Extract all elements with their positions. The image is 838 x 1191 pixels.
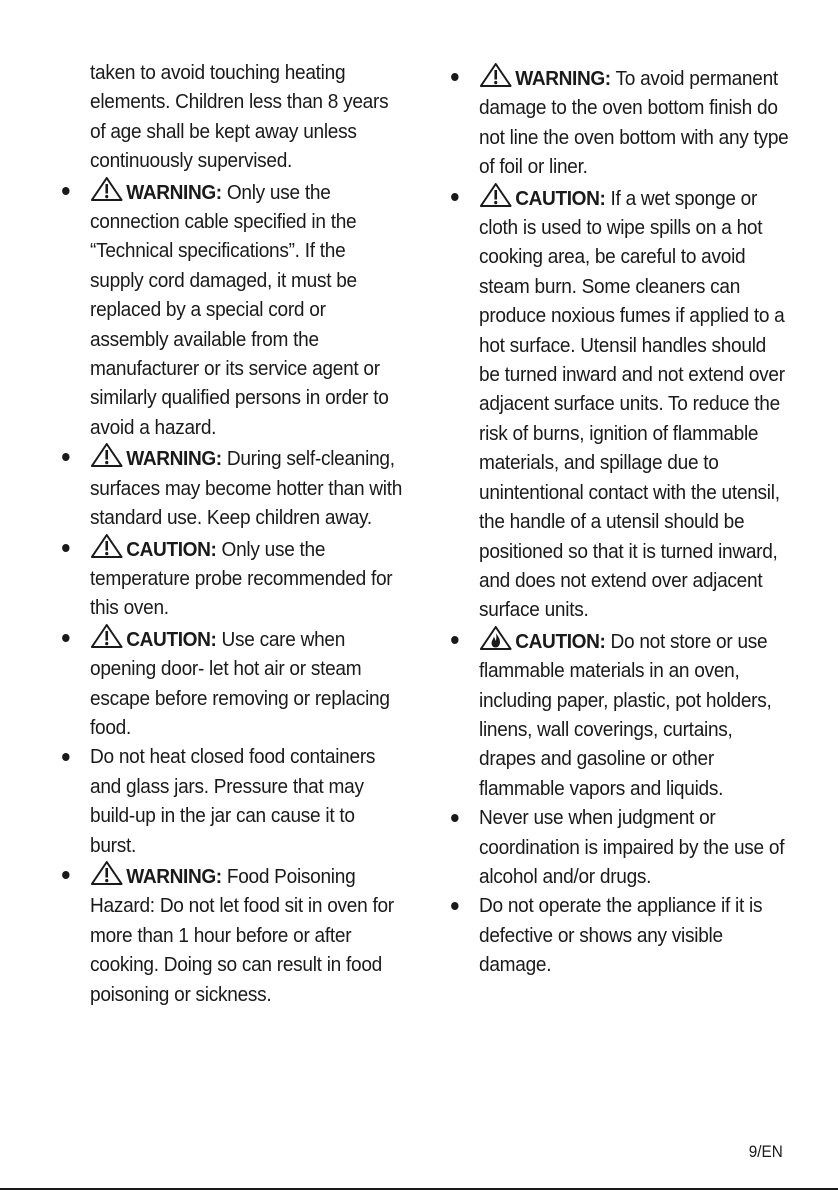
bullet-item bbox=[479, 625, 790, 803]
bullet-item bbox=[90, 533, 403, 623]
notice-label: WARNING: bbox=[515, 67, 611, 90]
warning-triangle-icon bbox=[90, 176, 123, 202]
notice-label: CAUTION: bbox=[126, 537, 217, 561]
warning-triangle-icon bbox=[90, 860, 123, 886]
notice-label: WARNING: bbox=[126, 180, 222, 204]
paragraph bbox=[90, 58, 403, 176]
bullet-item bbox=[479, 62, 790, 182]
notice-text: During self-cleaning, surfaces may become hotter than with standard use. Keep children away. bbox=[90, 447, 403, 530]
bullet-item bbox=[90, 442, 403, 532]
warning-triangle-icon bbox=[90, 442, 123, 468]
bullet-item bbox=[479, 803, 790, 891]
notice-text: Do not heat closed food containers and glass jars. Pressure that may build-up in the jar can cause it to burst. bbox=[90, 745, 376, 857]
notice-text: Use care when opening door- let hot air or steam escape before removing or replacing food. bbox=[90, 627, 390, 739]
bullet-item bbox=[479, 182, 790, 625]
warning-triangle-icon bbox=[479, 182, 512, 208]
warning-triangle-icon bbox=[90, 533, 123, 559]
fire-warning-triangle-icon bbox=[479, 625, 512, 651]
bullet-item bbox=[90, 623, 403, 743]
bottom-rule bbox=[0, 1188, 838, 1190]
notice-text: Do not store or use flammable materials in an oven, including paper, plastic, pot holders, linens, wall coverings, curtains, drapes and gasoline or other flammable vapors and liquids. bbox=[479, 629, 772, 800]
notice-text: Food Poisoning Hazard: Do not let food sit in oven for more than 1 hour before or after cooking. Doing so can result in food poisoning or sickness. bbox=[90, 864, 394, 1006]
notice-label: CAUTION: bbox=[126, 627, 217, 651]
notice-text: If a wet sponge or cloth is used to wipe spills on a hot cooking area, be careful to avoid steam burn. Some cleaners can produce noxious fumes if applied to a hot surface. Utensil handles should be turned inward and not extend over adjacent surface units. To reduce the risk of burns, ignition of flammable materials, and spillage due to unintentional contact with the utensil, the handle of a utensil should be positioned so that it is turned inward, and does not extend over adjacent surface units. bbox=[479, 186, 785, 622]
left-column bbox=[90, 58, 402, 1009]
bullet-item bbox=[479, 891, 790, 979]
notice-label: CAUTION: bbox=[515, 629, 606, 653]
warning-triangle-icon bbox=[479, 62, 512, 88]
notice-text: Only use the connection cable specified in the “Technical specifications”. If the supply cord damaged, it must be replaced by a special cord or assembly available from the manufacturer or its service agent or similarly qualified persons in order to avoid a hazard. bbox=[90, 180, 389, 439]
notice-label: WARNING: bbox=[126, 864, 222, 888]
notice-text: Never use when judgment or coordination is impaired by the use of alcohol and/or drugs. bbox=[479, 806, 785, 888]
notice-text: Only use the temperature probe recommended for this oven. bbox=[90, 537, 393, 620]
right-column bbox=[479, 62, 789, 980]
bullet-item bbox=[90, 860, 403, 1009]
bullet-item bbox=[90, 176, 403, 443]
page-number: 9/EN bbox=[748, 1142, 783, 1161]
bullet-item bbox=[90, 742, 403, 860]
notice-text: To avoid permanent damage to the oven bottom finish do not line the oven bottom with any type of foil or liner. bbox=[479, 67, 789, 179]
warning-triangle-icon bbox=[90, 623, 123, 649]
notice-label: WARNING: bbox=[126, 447, 222, 471]
notice-label: CAUTION: bbox=[515, 186, 606, 210]
notice-text: Do not operate the appliance if it is defective or shows any visible damage. bbox=[479, 894, 763, 977]
notice-text: taken to avoid touching heating elements. Children less than 8 years of age shall be kept away unless continuously supervised. bbox=[90, 61, 389, 173]
